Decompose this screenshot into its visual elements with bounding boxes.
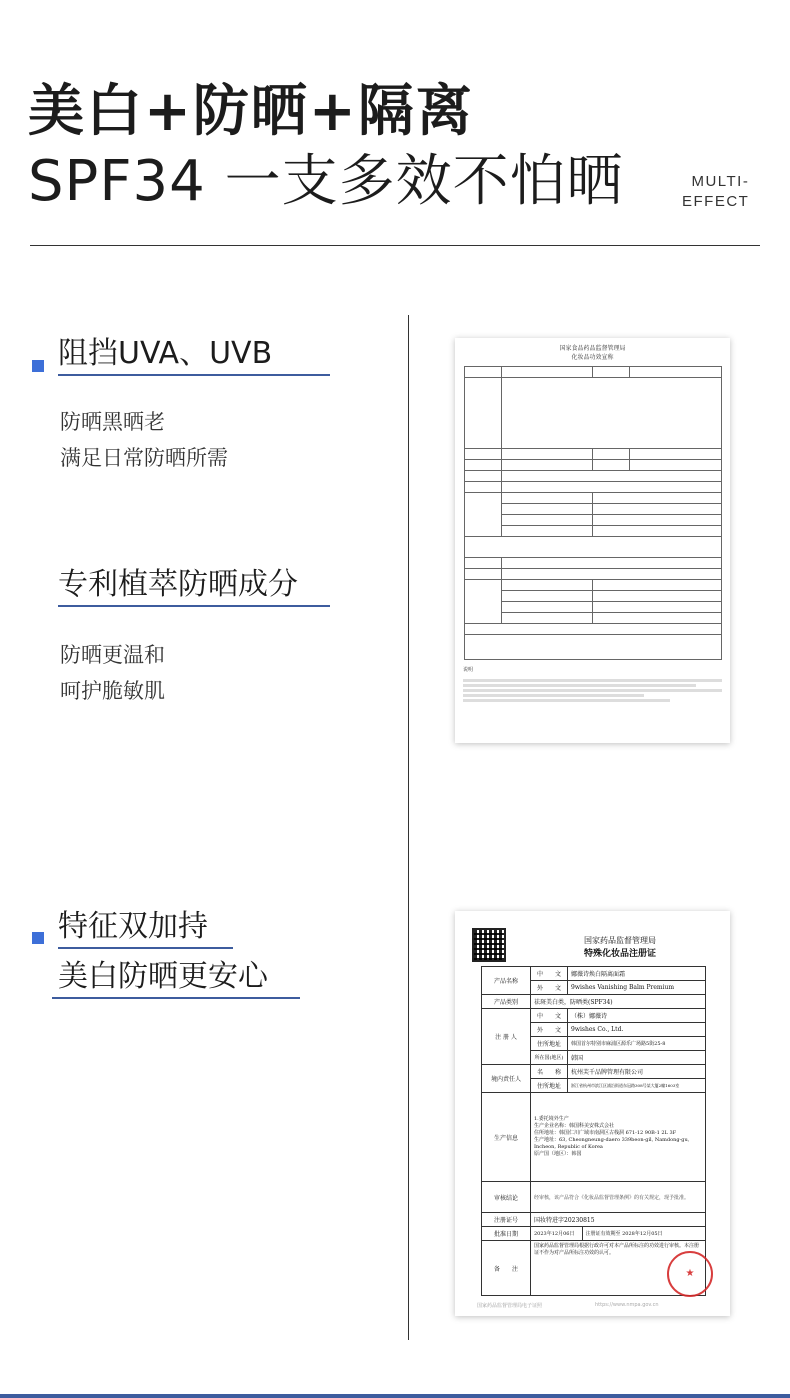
prod-line-3: 住所地址：韩国仁川广域市南洞区古栈洞 671-12 90B-1 2L 3F <box>534 1130 677 1136</box>
feature-1-title-wrap <box>58 334 330 376</box>
doc2-table <box>481 966 706 1296</box>
registration-certificate-document <box>455 911 730 1316</box>
cell-cn-value: 娜薇诗焕白隔离面霜 <box>568 967 706 981</box>
cell-approve-date-value: 2023年12月06日 <box>531 1227 583 1241</box>
cell-reg-cn-label: 中 文 <box>531 1009 568 1023</box>
feature-2-title-wrap <box>58 565 330 607</box>
cell-domestic-label: 境内责任人 <box>482 1065 531 1093</box>
cell-production-value <box>531 1093 706 1182</box>
feature-2-desc <box>60 637 165 709</box>
cell-dom-name-label: 名 称 <box>531 1065 568 1079</box>
official-seal-icon: ★ <box>667 1251 713 1297</box>
doc1-notes-heading: 说明 <box>463 667 474 673</box>
cell-review-value: 经审核，该产品符合《化妆品监督管理条例》的有关规定，现予批准。 <box>531 1182 706 1213</box>
cell-reg-foreign-value: 9wishes Co., Ltd. <box>568 1023 706 1037</box>
cell-valid <box>582 1227 706 1241</box>
cell-category-value: 祛斑美白类，防晒类(SPF34) <box>531 995 706 1009</box>
cell-region-label: 所在国(地区) <box>531 1051 568 1065</box>
feature-1-desc-line1: 防晒黑晒老 <box>60 410 165 434</box>
cell-product-name: 产品名称 <box>482 967 531 995</box>
doc2-footer-url: https://www.nmpa.gov.cn <box>595 1302 659 1308</box>
cell-reg-cn-value: （株）娜薇诗 <box>568 1009 706 1023</box>
feature-3-title1-wrap <box>58 907 233 949</box>
feature-3-title-line1: 特征双加持 <box>58 909 208 944</box>
cell-reg-addr-label: 住所地址 <box>531 1037 568 1051</box>
headline-spf: SPF34 一支多效不怕晒 <box>28 149 624 214</box>
cell-foreign-label: 外 文 <box>531 981 568 995</box>
cell-remark-value: 国家药品监督管理局根据行政许可对本产品所标注的功效进行审核。本注册证不作为对产品所标注功效的认可。 <box>531 1241 706 1296</box>
multi-effect-line2: EFFECT <box>682 193 750 210</box>
cell-dom-name-value: 杭州芙千品牌管理有限公司 <box>568 1065 706 1079</box>
doc2-header-1: 国家药品监督管理局 <box>584 936 656 945</box>
cell-dom-addr-label: 住所地址 <box>531 1079 568 1093</box>
qr-code-icon <box>472 928 506 962</box>
cell-valid-value: 2028年12月05日 <box>622 1231 663 1237</box>
cell-production-label: 生产信息 <box>482 1093 531 1182</box>
doc1-notes <box>463 679 722 702</box>
vertical-divider <box>408 315 409 1340</box>
feature-3-title2-wrap <box>52 957 300 999</box>
headline-benefits: 美白+防晒+隔离 <box>28 79 474 144</box>
doc1-title-2: 化妆品功效宣称 <box>571 354 614 361</box>
prod-line-4: 生产地址：63, Cheongneung-daero 339beon-gil, Namdong-gu, Incheon, Republic of Korea <box>534 1137 690 1150</box>
prod-line-5: 原产国（地区）：韩国 <box>534 1151 582 1157</box>
bottom-accent-bar <box>0 1394 790 1398</box>
cell-category-label: 产品类别 <box>482 995 531 1009</box>
bullet-square-icon <box>32 932 44 944</box>
feature-1-desc <box>60 404 228 476</box>
cell-registrant-label: 注 册 人 <box>482 1009 531 1065</box>
cell-foreign-value: 9wishes Vanishing Balm Premium <box>568 981 706 995</box>
doc2-footer: 国家药品监督管理局电子证照 <box>477 1303 543 1309</box>
cell-cert-no-label: 注册证号 <box>482 1213 531 1227</box>
claim-report-document <box>455 338 730 743</box>
feature-2-title: 专利植萃防晒成分 <box>58 567 298 602</box>
multi-effect-line1: MULTI- <box>691 173 750 190</box>
cell-remark-label: 备 注 <box>482 1241 531 1296</box>
prod-line-2: 生产企业名称：韩国科美安株式会社 <box>534 1123 615 1129</box>
cell-region-value: 韩国 <box>568 1051 706 1065</box>
feature-2-desc-line2: 呵护脆敏肌 <box>60 679 165 703</box>
cell-cn-label: 中 文 <box>531 967 568 981</box>
feature-1-title: 阻挡UVA、UVB <box>58 336 273 371</box>
feature-2-desc-line1: 防晒更温和 <box>60 643 165 667</box>
cell-cert-no-value: 国妆特进字20230815 <box>531 1213 706 1227</box>
header-divider <box>30 245 760 246</box>
cell-approve-date-label: 批准日期 <box>482 1227 531 1241</box>
cell-dom-addr-value: 浙江省杭州市滨江区浦沿街道东冠路308号某大厦2幢1603室 <box>568 1079 706 1093</box>
feature-3-title-line2: 美白防晒更安心 <box>58 959 268 994</box>
cell-reg-addr-value: 韩国首尔特别市麻浦区源乐广场路5街25-8 <box>568 1037 706 1051</box>
cell-review-label: 审核结论 <box>482 1182 531 1213</box>
doc1-table <box>464 366 722 660</box>
cell-valid-label: 注册证有效期至 <box>585 1231 621 1237</box>
cell-reg-foreign-label: 外 文 <box>531 1023 568 1037</box>
bullet-square-icon <box>32 360 44 372</box>
multi-effect-tag <box>682 172 749 212</box>
doc2-header-2: 特殊化妆品注册证 <box>583 949 656 959</box>
doc1-title-1: 国家食品药品监督管理局 <box>559 345 626 352</box>
feature-1-desc-line2: 满足日常防晒所需 <box>60 446 228 470</box>
prod-line-1: 1.委托境外生产 <box>534 1116 569 1122</box>
